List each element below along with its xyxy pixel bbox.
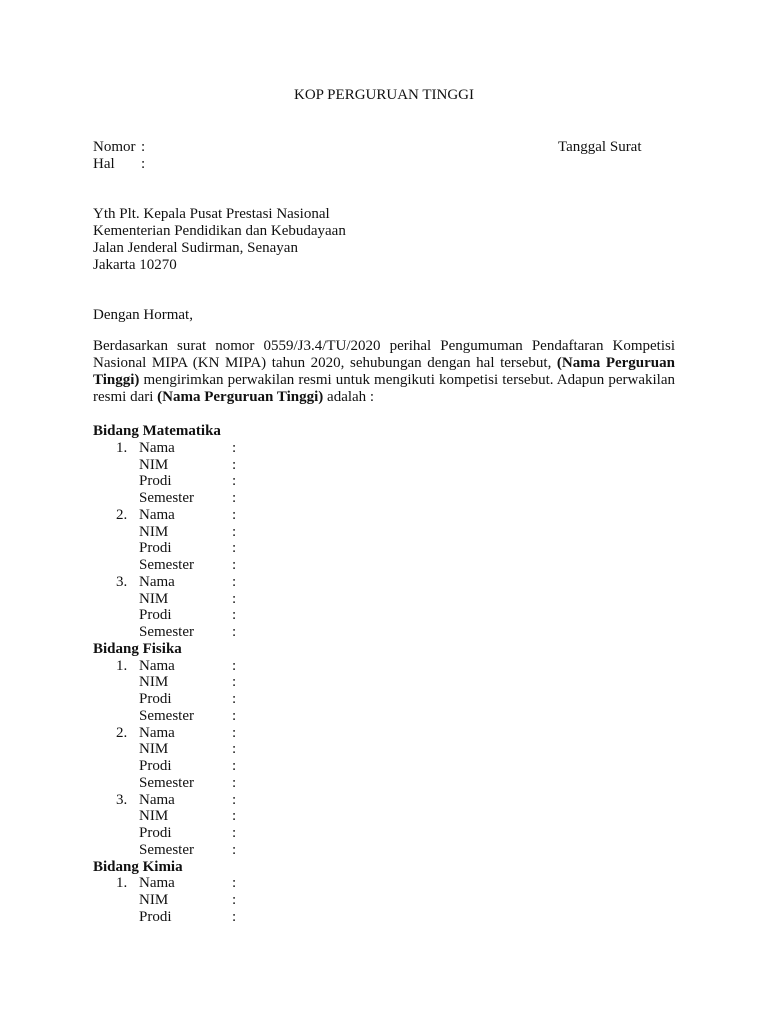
field-colon: : [232, 825, 237, 841]
field-label-semester: Semester [139, 774, 194, 791]
section-title-fisika: Bidang Fisika [93, 640, 182, 657]
entry-number: 1. [116, 875, 128, 892]
field-colon: : [232, 707, 237, 724]
entry-row [93, 691, 393, 708]
field-colon: : [232, 523, 237, 540]
field-label-semester: Semester [139, 624, 194, 640]
entry-number: 3. [116, 573, 128, 590]
entry-row [93, 674, 393, 691]
field-label-nama: Nama [139, 573, 175, 590]
field-label-nim: NIM [139, 674, 169, 691]
field-label-semester: Semester [139, 841, 194, 858]
entry-row [93, 607, 393, 624]
entry-number: 3. [116, 791, 128, 808]
entry-row [93, 557, 393, 574]
letterhead-title: KOP PERGURUAN TINGGI [293, 87, 474, 103]
field-label-nim: NIM [139, 456, 169, 473]
field-colon: : [232, 557, 237, 573]
entry-row [93, 741, 393, 758]
field-colon: : [232, 741, 237, 758]
body-text-2: mengirimkan perwakilan resmi untuk mengikuti kompetisi tersebut. Adapun perwakilan resmi dari [93, 372, 675, 405]
field-label-prodi: Prodi [139, 473, 172, 490]
body-paragraph [93, 338, 675, 406]
field-label-nama: Nama [139, 439, 175, 456]
entry-row [93, 758, 393, 775]
field-label-prodi: Prodi [139, 908, 172, 925]
entry-row [93, 591, 393, 608]
entry-row [93, 775, 393, 792]
institution-name-1: (Nama Perguruan Tinggi) [93, 355, 675, 388]
field-colon: : [232, 691, 237, 707]
field-label-nama: Nama [139, 791, 175, 808]
entry-row [93, 909, 393, 926]
recipient-line-4: Jakarta 10270 [93, 257, 177, 273]
entry-number: 1. [116, 439, 128, 456]
field-colon: : [232, 892, 237, 908]
field-label-nim: NIM [139, 590, 169, 607]
nomor-label: Nomor [93, 139, 136, 155]
field-label-nama: Nama [139, 724, 175, 741]
field-colon: : [232, 607, 237, 624]
entry-row [93, 440, 393, 457]
field-colon: : [232, 590, 237, 607]
field-colon: : [232, 540, 237, 557]
field-colon: : [232, 774, 237, 791]
entry-row [93, 842, 393, 859]
entry-row [93, 808, 393, 825]
field-colon: : [232, 439, 237, 456]
entry-row [93, 524, 393, 541]
entry-number: 1. [116, 657, 128, 674]
field-colon: : [232, 573, 237, 590]
body-text-1: Berdasarkan surat nomor 0559/J3.4/TU/2020 perihal Pengumuman Pendaftaran Kompetisi Nasional MIPA (KN MIPA) tahun 2020, sehubungan dengan hal tersebut, [93, 338, 675, 371]
recipient-line-2: Kementerian Pendidikan dan Kebudayaan [93, 223, 346, 239]
entry-row [93, 708, 393, 725]
field-label-nama: Nama [139, 875, 175, 892]
body-text-3: adalah : [323, 389, 375, 405]
field-colon: : [232, 841, 237, 858]
entry-row [93, 725, 393, 742]
entry-row [93, 825, 393, 842]
field-label-nim: NIM [139, 741, 169, 758]
field-label-nim: NIM [139, 523, 169, 540]
field-colon: : [232, 808, 237, 825]
hal-label: Hal [93, 156, 115, 172]
section-title-kimia: Bidang Kimia [93, 858, 183, 875]
entry-row [93, 658, 393, 675]
field-colon: : [232, 506, 237, 523]
field-colon: : [232, 724, 237, 741]
field-label-prodi: Prodi [139, 540, 172, 557]
field-colon: : [232, 473, 237, 490]
section-title-matematika: Bidang Matematika [93, 423, 221, 439]
field-colon: : [232, 791, 237, 808]
field-label-nama: Nama [139, 657, 175, 674]
entry-row [93, 574, 393, 591]
field-label-semester: Semester [139, 557, 194, 573]
field-colon: : [232, 758, 237, 774]
field-colon: : [232, 490, 237, 506]
nomor-colon: : [141, 139, 146, 155]
hal-colon: : [141, 156, 146, 172]
field-colon: : [232, 456, 237, 473]
entry-number: 2. [116, 724, 128, 741]
field-colon: : [232, 657, 237, 674]
field-colon: : [232, 908, 237, 925]
entry-row [93, 473, 393, 490]
entry-row [93, 490, 393, 507]
field-label-prodi: Prodi [139, 825, 172, 841]
field-label-prodi: Prodi [139, 607, 172, 624]
field-colon: : [232, 875, 237, 892]
field-label-prodi: Prodi [139, 691, 172, 707]
field-label-nama: Nama [139, 506, 175, 523]
entry-row [93, 792, 393, 809]
field-label-nim: NIM [139, 892, 169, 908]
field-colon: : [232, 674, 237, 691]
entry-number: 2. [116, 506, 128, 523]
field-label-prodi: Prodi [139, 758, 172, 774]
recipient-line-3: Jalan Jenderal Sudirman, Senayan [93, 240, 298, 256]
entry-row [93, 507, 393, 524]
field-label-nim: NIM [139, 808, 169, 825]
field-colon: : [232, 624, 237, 640]
entry-row [93, 540, 393, 557]
field-label-semester: Semester [139, 707, 194, 724]
entry-row [93, 457, 393, 474]
salutation: Dengan Hormat, [93, 307, 193, 323]
representatives-list [93, 423, 393, 926]
institution-name-2: (Nama Perguruan Tinggi) [157, 389, 324, 405]
recipient-line-1: Yth Plt. Kepala Pusat Prestasi Nasional [93, 206, 330, 222]
entry-row [93, 892, 393, 909]
entry-row [93, 624, 393, 641]
field-label-semester: Semester [139, 490, 194, 506]
entry-row [93, 875, 393, 892]
tanggal-surat: Tanggal Surat [558, 139, 642, 155]
